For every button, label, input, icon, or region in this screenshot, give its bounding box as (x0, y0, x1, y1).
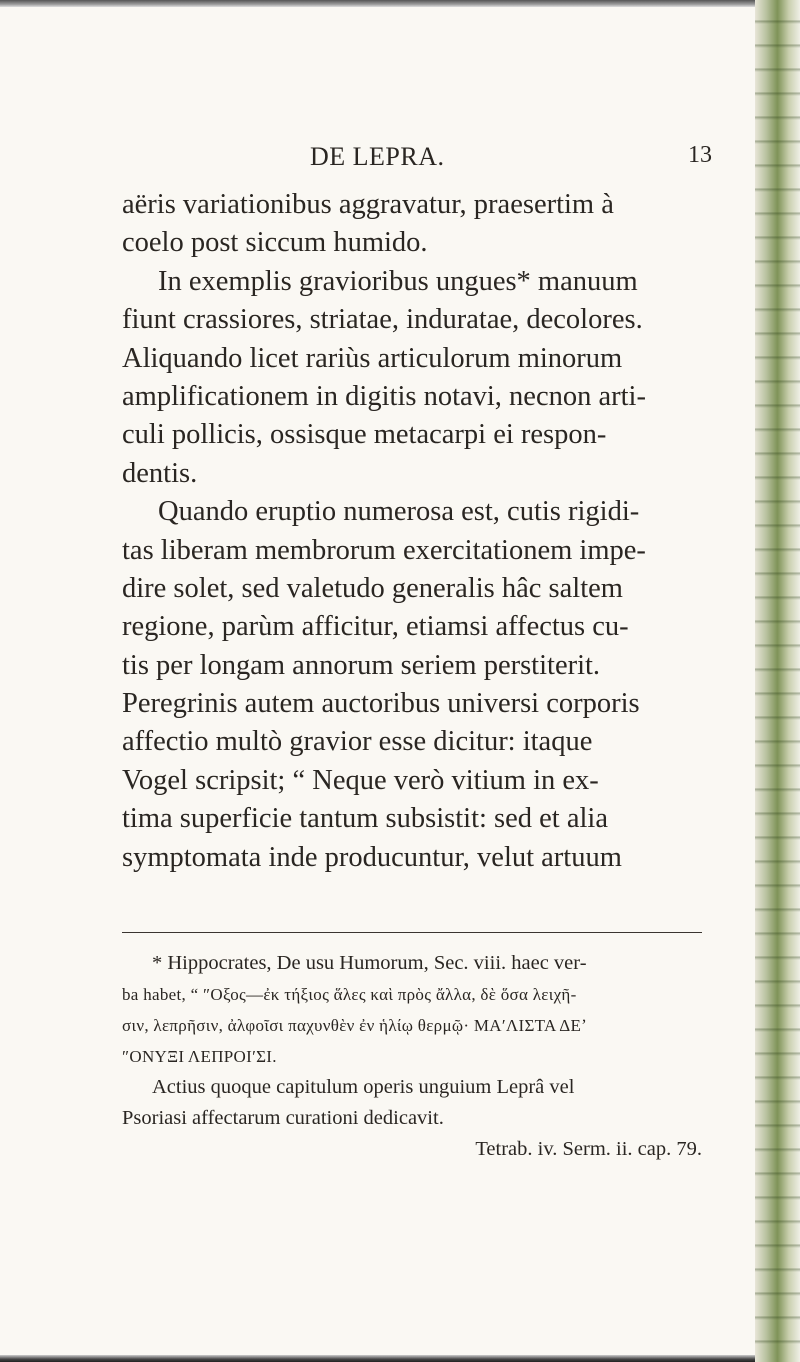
text-line: coelo post siccum humido. (122, 227, 428, 259)
text-line: Vogel scripsit; “ Neque verò vitium in ex- (122, 764, 599, 796)
bottom-page-edge (0, 1355, 755, 1362)
page-number: 13 (688, 142, 712, 168)
text-line: amplificationem in digitis notavi, necnon arti- (122, 380, 646, 412)
text-line: fiunt crassiores, striatae, induratae, decolores. (122, 304, 643, 336)
footnote-citation: Tetrab. iv. Serm. ii. cap. 79. (475, 1138, 702, 1160)
text-line: Peregrinis autem auctoribus universi corporis (122, 688, 640, 720)
text-line: affectio multò gravior esse dicitur: itaque (122, 726, 593, 758)
text-line: Quando eruptio numerosa est, cutis rigidi- (158, 496, 640, 528)
text-line: dentis. (122, 457, 198, 489)
top-page-edge (0, 0, 755, 7)
footnote-line: Psoriasi affectarum curationi dedicavit. (122, 1107, 444, 1129)
text-line: tas liberam membrorum exercitationem impe- (122, 534, 646, 566)
text-line: symptomata inde producuntur, velut artuum (122, 841, 622, 873)
footnote-rule (122, 932, 702, 933)
footnote-line: Actius quoque capitulum operis unguium Leprâ vel (152, 1076, 575, 1098)
running-head (0, 142, 755, 172)
footnote (122, 948, 702, 1165)
text-line: culi pollicis, ossisque metacarpi ei respon- (122, 419, 607, 451)
footnote-line: ba habet, “ ″Οξος—ἐκ τήξιος ἅλες καὶ πρὸς ἄλλα, δὲ ὅσα λειχῆ- (122, 985, 577, 1004)
footnote-line: σιν, λεπρῆσιν, ἀλφοῖσι παχυνθὲν ἐν ἡλίῳ θερμῷ· ΜΑʹΛΙΣΤΑ ΔΕʼ (122, 1016, 588, 1035)
text-line: In exemplis gravioribus ungues* manuum (158, 265, 638, 297)
main-text (122, 186, 702, 877)
book-spine-edge (755, 0, 800, 1362)
text-line: regione, parùm afficitur, etiamsi affectus cu- (122, 611, 629, 643)
text-line: tis per longam annorum seriem perstiterit. (122, 649, 601, 681)
text-line: tima superficie tantum subsistit: sed et alia (122, 803, 608, 835)
footnote-line: * Hippocrates, De usu Humorum, Sec. viii. haec ver- (152, 952, 587, 974)
footnote-line: ″ΟΝΥΞΙ ΛΕΠΡΟΙʹΣΙ. (122, 1047, 277, 1066)
running-title: DE LEPRA. (310, 142, 445, 171)
text-line: Aliquando licet rariùs articulorum minorum (122, 342, 623, 374)
text-line: dire solet, sed valetudo generalis hâc saltem (122, 572, 623, 604)
text-line: aëris variationibus aggravatur, praesertim à (122, 189, 614, 220)
